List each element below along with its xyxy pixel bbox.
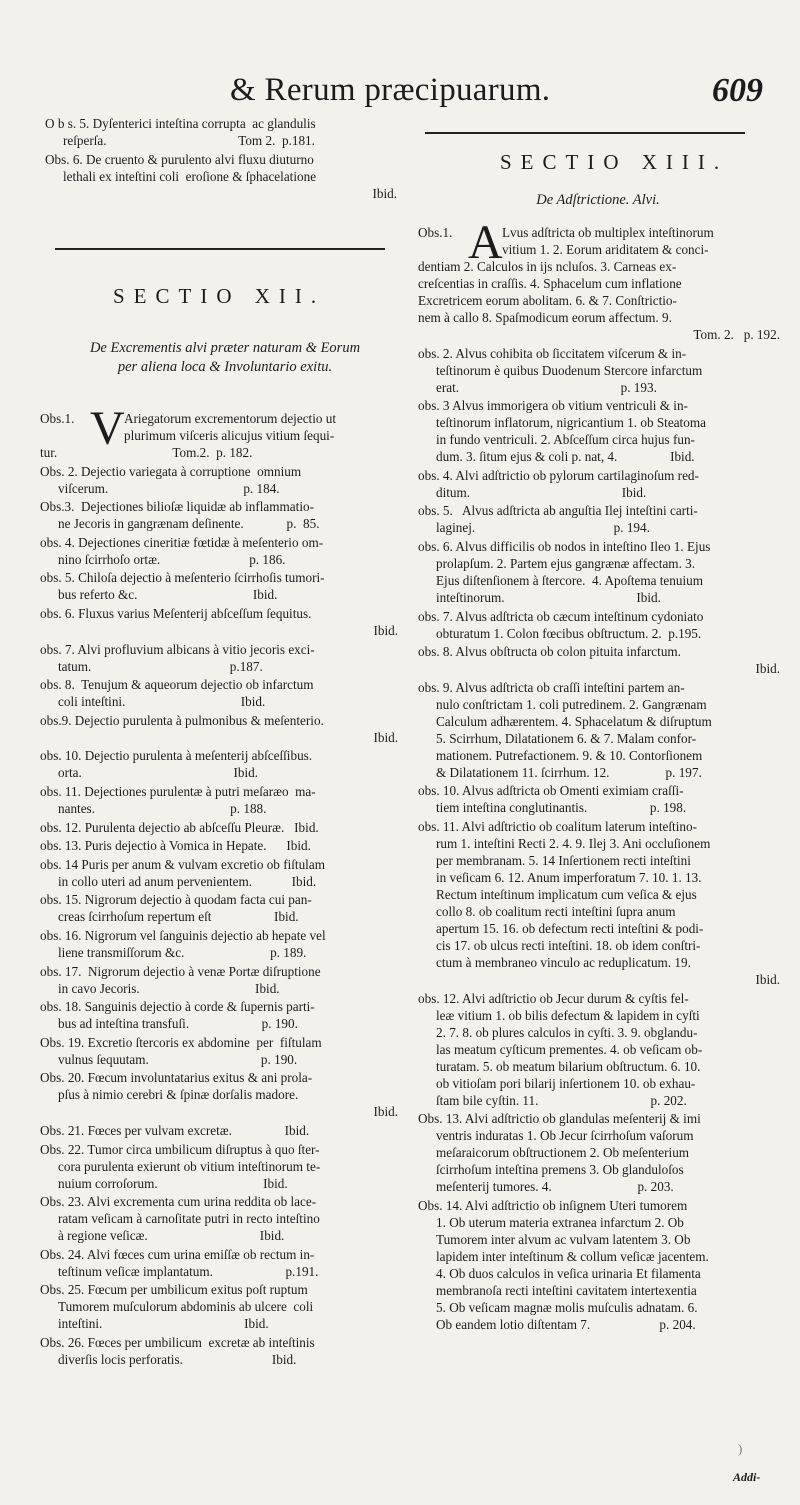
entry-line: nulo conſtrictam 1. coli putredinem. 2. Gangrænam [436,696,707,712]
left-entry [40,1334,398,1368]
left-entry [40,463,398,497]
entry-line: obturatum 1. Colon fœcibus obſtructum. 2. p.195. [436,625,702,641]
entry-line: obs. 7. Alvus adſtricta ob cæcum inteſtinum cydoniato [418,608,704,624]
entry-line: obs. 10. Alvus adſtricta ob Omenti eximiam craſſi- [418,783,684,799]
entry-text: Ariegatorum excrementorum dejectio ut [124,411,337,426]
entry-line: obs. 12. Purulenta dejectio ab abſceſſu Pleuræ. Ibid. [40,819,319,835]
entry-line: obs. 9. Alvus adſtricta ob craſſi inteſtini partem an- [418,679,685,695]
entry-line: erat. p. 193. [436,379,657,395]
left-entry [40,498,398,532]
section-subtitle-xii [40,339,410,377]
catchword: Addi- [733,1470,761,1484]
entry-line: laginej. p. 194. [436,520,650,536]
left-top-entry [45,151,397,202]
right-entry [418,818,780,988]
entry-line: à regione veſicæ. Ibid. [58,1228,285,1244]
entry-line: cis 17. ob ulcus recti inteſtini. 18. ob idem conſtri- [436,938,701,953]
entry-line: O b s. 5. Dyſenterici inteſtina corrupta ac glandulis [45,116,316,131]
entry-line: Obs. 14. Alvi adſtrictio ob inſignem Uteri tumorem [418,1197,688,1213]
section-title-xii: SECTIO XII. [113,284,326,308]
entry-line: Excretricem eorum abolitam. 6. & 7. Conſtrictio- [418,293,677,308]
right-entry [418,990,780,1109]
right-entry [418,679,780,781]
entry-line: Obs. 19. Excretio ſtercoris ex abdomine per fiſtulam [40,1034,322,1050]
entry-line: obs. 7. Alvi profluvium albicans à vitio jecoris exci- [40,641,315,657]
entry-line: Ejus diſtenſionem à ſtercore. 4. Apoſtema tenuium [436,573,703,588]
entry-line: vulnus ſequutam. p. 190. [58,1051,298,1067]
entry-line: 1. Ob uterum materia extranea infarctum 2. Ob [436,1214,684,1230]
left-entry [40,1193,398,1244]
right-entry [418,467,780,501]
entry-line: las meatum cyſticum prementes. 4. ob veſicam ob- [436,1041,703,1057]
entry-line: bus ad inteſtina transfuſi. p. 190. [58,1016,298,1032]
right-entry [418,502,780,536]
entry-line: cora purulenta exierunt ob vitium inteſtinorum te- [58,1158,321,1174]
left-entry [40,1034,398,1068]
entry-line: Ibid. [755,972,780,987]
entry-line: Obs. 25. Fœcum per umbilicum exitus poſt ruptum [40,1282,308,1298]
entry-line: leæ vitium 1. ob bilis defectum & lapidem in cyſti [436,1007,700,1023]
entry-line: lethali ex inteſtini coli eroſione & ſphacelatione [63,169,317,184]
entry-line: Tumorem muſculorum abdominis ab ulcere coli [58,1299,314,1315]
entry-line: inteſtini. Ibid. [58,1316,269,1332]
entry-line: nuium corroſorum. Ibid. [58,1175,288,1191]
entry-line: obs. 15. Nigrorum dejectio à quodam facta cui pan- [40,892,312,908]
entry-line: ditum. Ibid. [436,484,647,500]
right-entry [418,608,780,642]
entry-line: Calculum adhærentem. 4. Sphacelatum & diſruptum [436,713,712,729]
entry-line: apertum 15. 16. ob defectum recti inteſtini & podi- [436,921,704,936]
entry-line: teſtinorum inflatorum, nigricantium 1. ob Steatoma [436,415,706,431]
entry-line: obs. 3 Alvus immorigera ob vitium ventriculi & in- [418,398,688,414]
left-entry [40,1281,398,1332]
right-entry [418,216,780,343]
entry-line: reſperſa. Tom 2. p.181. [63,133,315,148]
right-entry [418,1110,780,1195]
entry-line: 2. 7. 8. ob plures calculos in cyſti. 3. 9. obglandu- [436,1024,698,1040]
entry-line: Obs. 24. Alvi fœces cum urina emiſſæ ob rectum in- [40,1246,315,1262]
entry-line: lapidem inter inteſtinum & collum veſicæ jacentem. [436,1248,709,1264]
entry-line: bus referto &c. Ibid. [58,587,278,603]
entry-line: Ibid. [373,1104,398,1120]
entry-line: Ibid. [372,186,397,201]
entry-text: Lvus adſtricta ob multiplex inteſtinorum [502,225,714,240]
section-rule-right [425,132,745,134]
entry-line: obs. 12. Alvi adſtrictio ob Jecur durum & cyſtis fel- [418,990,689,1006]
entry-line: diverſis locis perforatis. Ibid. [58,1352,297,1367]
page-header [0,72,800,118]
left-entry [40,927,398,961]
entry-line: coli inteſtini. Ibid. [58,694,266,710]
entry-line: mationem. Putrefactionem. 9. & 10. Contorſionem [436,747,703,763]
right-entry [418,643,780,677]
page-edge-mark: ) [738,1441,743,1456]
left-entry [40,856,398,890]
entry-line: inteſtinorum. Ibid. [436,590,661,605]
entry-line: obs. 6. Alvus difficilis ob nodos in inteſtino Ileo 1. Ejus [418,539,711,554]
entry-line: ſcirrhoſum inteſtina premens 3. Ob glanduloſos [436,1162,684,1178]
entry-line: obs. 17. Nigrorum dejectio à venæ Portæ diſruptione [40,963,321,979]
entry-line: Obs.3. Dejectiones bilioſæ liquidæ ab inflammatio- [40,499,314,515]
entry-line: obs. 11. Alvi adſtrictio ob coalitum laterum inteſtino- [418,819,697,834]
entry-line: in fundo ventriculi. 2. Abſceſſum circa hujus fun- [436,432,695,448]
entry-line: Ibid. [373,623,398,638]
left-entry [40,1122,398,1139]
entry-line: Ibid. [373,729,398,745]
right-entry [418,1197,780,1333]
entry-line: plurimum viſceris alicujus vitium ſequi- [124,428,335,443]
obs-label: Obs.1. [40,411,75,426]
left-entry [40,891,398,925]
entry-line: dentiam 2. Calculos in ijs ncluſos. 3. Carneas ex- [418,259,677,274]
entry-line: obs. 5. Chiloſa dejectio à meſenterio ſcirrhoſis tumori- [40,570,325,586]
section-rule-left [55,248,385,250]
entry-line: 5. Ob veſicam magnæ molis muſculis adnatam. 6. [436,1299,698,1315]
section-subtitle-xiii: De Adſtrictione. Alvi. [536,192,660,208]
entry-line: obs. 16. Nigrorum vel ſanguinis dejectio ab hepate vel [40,928,326,943]
left-entry [40,963,398,997]
left-entry [40,998,398,1032]
left-entry [40,534,398,568]
left-entry [40,747,398,781]
entry-line: obs. 10. Dejectio purulenta à meſenterij abſceſſibus. [40,748,313,764]
entry-line: creas ſcirrhoſum repertum eſt Ibid. [58,909,299,925]
entry-line: obs. 13. Puris dejectio à Vomica in Hepate. Ibid. [40,838,311,854]
entry-line: tatum. p.187. [58,658,263,674]
entry-line: & Dilatationem 11. ſcirrhum. 12. p. 197. [436,764,702,780]
entry-line: Obs. 20. Fœcum involuntatarius exitus & ani prola- [40,1070,313,1086]
entry-line: Obs. 2. Dejectio variegata à corruptione omnium [40,463,302,479]
entry-line: Obs. 22. Tumor circa umbilicum diſruptus à quo ſter- [40,1141,320,1157]
left-entry [40,676,398,710]
entry-line: liene transmiſſorum &c. p. 189. [58,945,307,960]
entry-line: turatam. 5. ob meatum bilarium obſtructum. 6. 10. [436,1058,701,1074]
entry-line: per membranam. 5. 14 Inſertionem recti inteſtini [436,853,691,868]
left-entry [40,1069,398,1120]
entry-line: obs. 18. Sanguinis dejectio à corde & ſupernis parti- [40,999,315,1015]
left-entry [40,605,398,639]
entry-line: obs. 5. Alvus adſtricta ab anguſtia Ilej inteſtini carti- [418,503,698,519]
entry-line: collo 8. ob coalitum recti inteſtini ſupra anum [436,904,676,919]
entry-line: Obs. 26. Fœces per umbilicum excretæ ab inteſtinis [40,1335,315,1350]
entry-line: obs. 11. Dejectiones purulentæ à putri meſaræo ma- [40,784,316,799]
entry-line: membranoſa recti inteſtini cavitatem intertexentia [436,1282,697,1298]
entry-line: 5. Scirrhum, Dilatationem 6. & 7. Malam confor- [436,730,697,746]
entry-line: obs. 14 Puris per anum & vulvam excretio ob fiſtulam [40,856,325,872]
entry-line: 4. Ob duos calculos in veſica urinaria Et filamenta [436,1265,701,1281]
section-subtitle-line: per aliena loca & Involuntario exitu. [117,359,333,375]
entry-line: teſtinorum è quibus Duodenum Stercore infarctum [436,362,703,378]
section-title-xiii: SECTIO XIII. [500,150,729,174]
entry-line: in collo uteri ad anum pervenientem. Ibid. [58,873,317,889]
drop-cap: V [90,402,125,455]
entry-line: obs. 4. Dejectiones cineritiæ fœtidæ à meſenterio om- [40,534,324,550]
entry-line: viſcerum. p. 184. [58,480,280,496]
entry-line: Obs. 6. De cruento & purulento alvi fluxu diuturno [45,152,314,167]
left-entry [40,837,398,854]
entry-line: Rectum inteſtinum implicatum cum veſica & ejus [436,887,697,902]
entry-line: dum. 3. ſitum ejus & coli p. nat, 4. Ibid. [436,449,695,465]
entry-line: Tumorem inter alvum ac vulvam latentem 3. Ob [436,1231,691,1247]
entry-line: in cavo Jecoris. Ibid. [58,980,280,996]
entry-line: teſtinum veſicæ implantatum. p.191. [58,1263,319,1279]
entry-line: obs. 8. Tenujum & aqueorum dejectio ob infarctum [40,677,314,693]
left-entry [40,641,398,675]
left-entry [40,783,398,817]
entry-line: obs. 4. Alvi adſtrictio ob pylorum cartilaginoſum red- [418,467,699,483]
entry-line: Obs. 13. Alvi adſtrictio ob glandulas meſenterij & imi [418,1111,701,1127]
left-entry [40,1141,398,1192]
entry-line: meſaraicorum obſtructionem 2. Ob meſenterium [436,1145,690,1161]
drop-cap: A [468,216,503,269]
entry-line: tur. Tom.2. p. 182. [40,445,253,460]
page-number: 609 [712,72,763,109]
entry-line: ratam veſicam à carnoſitate putri in recto inteſtino [58,1211,320,1227]
left-entry [40,402,398,461]
entry-line: Ibid. [755,661,780,677]
running-head: & Rerum præcipuarum. [230,72,551,108]
entry-line: vitium 1. 2. Eorum ariditatem & conci- [502,242,709,257]
entry-line: Obs. 23. Alvi excrementa cum urina reddita ob lace- [40,1194,317,1210]
entry-line: nino ſcirrhoſo ortæ. p. 186. [58,551,286,567]
right-entry [418,397,780,465]
entry-line: ob vitioſam pori bilarij inſertionem 10. ob exhau- [436,1075,696,1091]
entry-line: ſtam bile cyſtin. 11. p. 202. [436,1092,687,1108]
entry-line: in veſicam 6. 12. Anum imperforatum 7. 10. 1. 13. [436,870,702,885]
left-entry [40,819,398,836]
entry-line: obs. 6. Fluxus varius Meſenterij abſceſſum ſequitus. [40,606,312,621]
entry-line: tiem inteſtina conglutinantis. p. 198. [436,800,687,816]
entry-line: Tom. 2. p. 192. [693,327,780,342]
entry-line: Obs. 21. Fœces per vulvam excretæ. Ibid. [40,1123,310,1138]
entry-line: obs. 8. Alvus obſtructa ob colon pituita infarctum. [418,644,681,660]
entry-line: meſenterij tumores. 4. p. 203. [436,1179,674,1195]
entry-line: ctum à membraneo vinculo ac reduplicatum. 19. [436,955,691,970]
entry-line: pſus à nimio cerebri & ſpinæ dorſalis madore. [58,1087,299,1103]
entry-line: orta. Ibid. [58,765,258,781]
right-entry [418,345,780,396]
entry-line: rum 1. inteſtini Recti 2. 4. 9. Ilej 3. Ani occluſionem [436,836,711,851]
right-entry [418,538,780,606]
left-entry [40,712,398,746]
left-top-entry [45,115,397,149]
entry-line: obs.9. Dejectio purulenta à pulmonibus & meſenterio. [40,712,324,728]
section-subtitle-line: De Excrementis alvi præter naturam & Eorum [89,340,361,356]
obs-label: Obs.1. [418,225,453,240]
left-entry [40,1246,398,1280]
entry-line: prolapſum. 2. Partem ejus gangrænæ affectam. 3. [436,556,696,571]
entry-line: ne Jecoris in gangrænam deſinente. p. 85. [58,516,320,532]
left-entry [40,569,398,603]
entry-line: nem à callo 8. Spaſmodicum eorum affectum. 9. [418,310,672,325]
entry-line: Ob eandem lotio diſtentam 7. p. 204. [436,1316,696,1332]
entry-line: obs. 2. Alvus cohibita ob ſiccitatem viſcerum & in- [418,345,687,361]
right-entry [418,782,780,816]
entry-line: nantes. p. 188. [58,801,267,816]
entry-line: ventris induratas 1. Ob Jecur ſcirrhoſum vaſorum [436,1128,694,1144]
entry-line: creſcentias in craſſis. 4. Sphacelum cum inflatione [418,276,682,291]
